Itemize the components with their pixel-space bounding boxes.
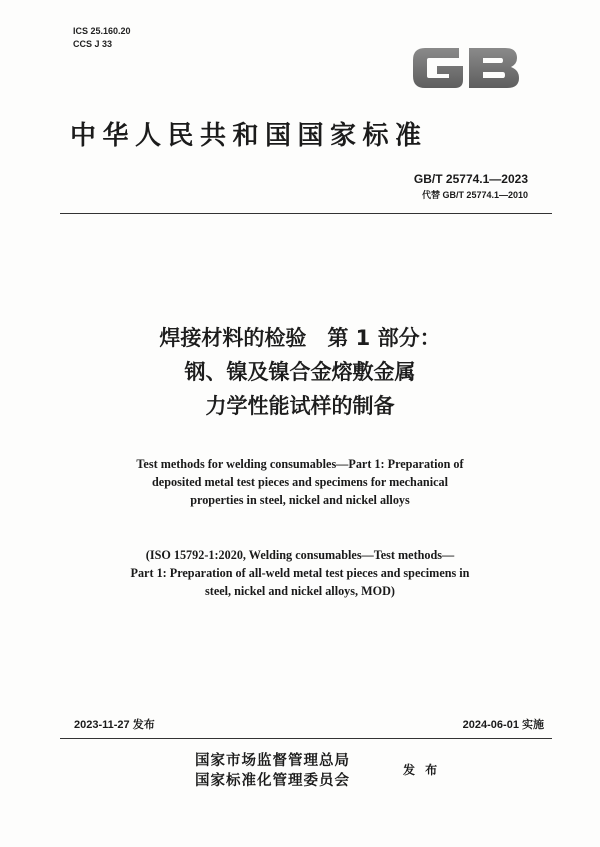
issue-date: 2023-11-27 发布 bbox=[74, 719, 155, 731]
replaces-standard: 代替 GB/T 25774.1—2010 bbox=[421, 190, 528, 200]
national-standard-title: 中华人民共和国国家标准 bbox=[70, 121, 428, 151]
title-cn-line: 力学性能试样的制备 bbox=[205, 394, 395, 418]
publish-label: 发 布 bbox=[403, 763, 441, 777]
ics-code: ICS 25.160.20 bbox=[73, 26, 131, 36]
standard-number-block bbox=[414, 170, 528, 202]
iso-line: steel, nickel and nickel alloys, MOD) bbox=[205, 584, 395, 598]
issuer-sac: 国家标准化管理委员会 bbox=[195, 773, 350, 789]
header-divider bbox=[60, 213, 552, 214]
title-cn-line: 焊接材料的检验 第 1 部分： bbox=[159, 326, 441, 350]
iso-reference bbox=[75, 546, 525, 600]
classification-codes bbox=[73, 25, 131, 51]
iso-line: Part 1: Preparation of all-weld metal test pieces and specimens in bbox=[130, 566, 470, 580]
english-document-title bbox=[90, 455, 510, 509]
issuing-authorities bbox=[195, 751, 350, 791]
implementation-date: 2024-06-01 实施 bbox=[462, 719, 544, 731]
gb-logo bbox=[407, 42, 525, 94]
footer-divider bbox=[60, 738, 552, 739]
title-en-line: Test methods for welding consumables—Part 1: Preparation of bbox=[136, 457, 464, 471]
iso-line: (ISO 15792-1:2020, Welding consumables—Test methods— bbox=[145, 548, 455, 562]
standard-number: GB/T 25774.1—2023 bbox=[413, 172, 528, 186]
chinese-document-title bbox=[0, 321, 600, 423]
title-en-line: properties in steel, nickel and nickel alloys bbox=[190, 493, 410, 507]
title-cn-line: 钢、镍及镍合金熔敷金属 bbox=[184, 360, 416, 384]
ccs-code: CCS J 33 bbox=[73, 39, 113, 49]
title-en-line: deposited metal test pieces and specimens for mechanical bbox=[152, 475, 448, 489]
issuer-samr: 国家市场监督管理总局 bbox=[195, 753, 350, 769]
